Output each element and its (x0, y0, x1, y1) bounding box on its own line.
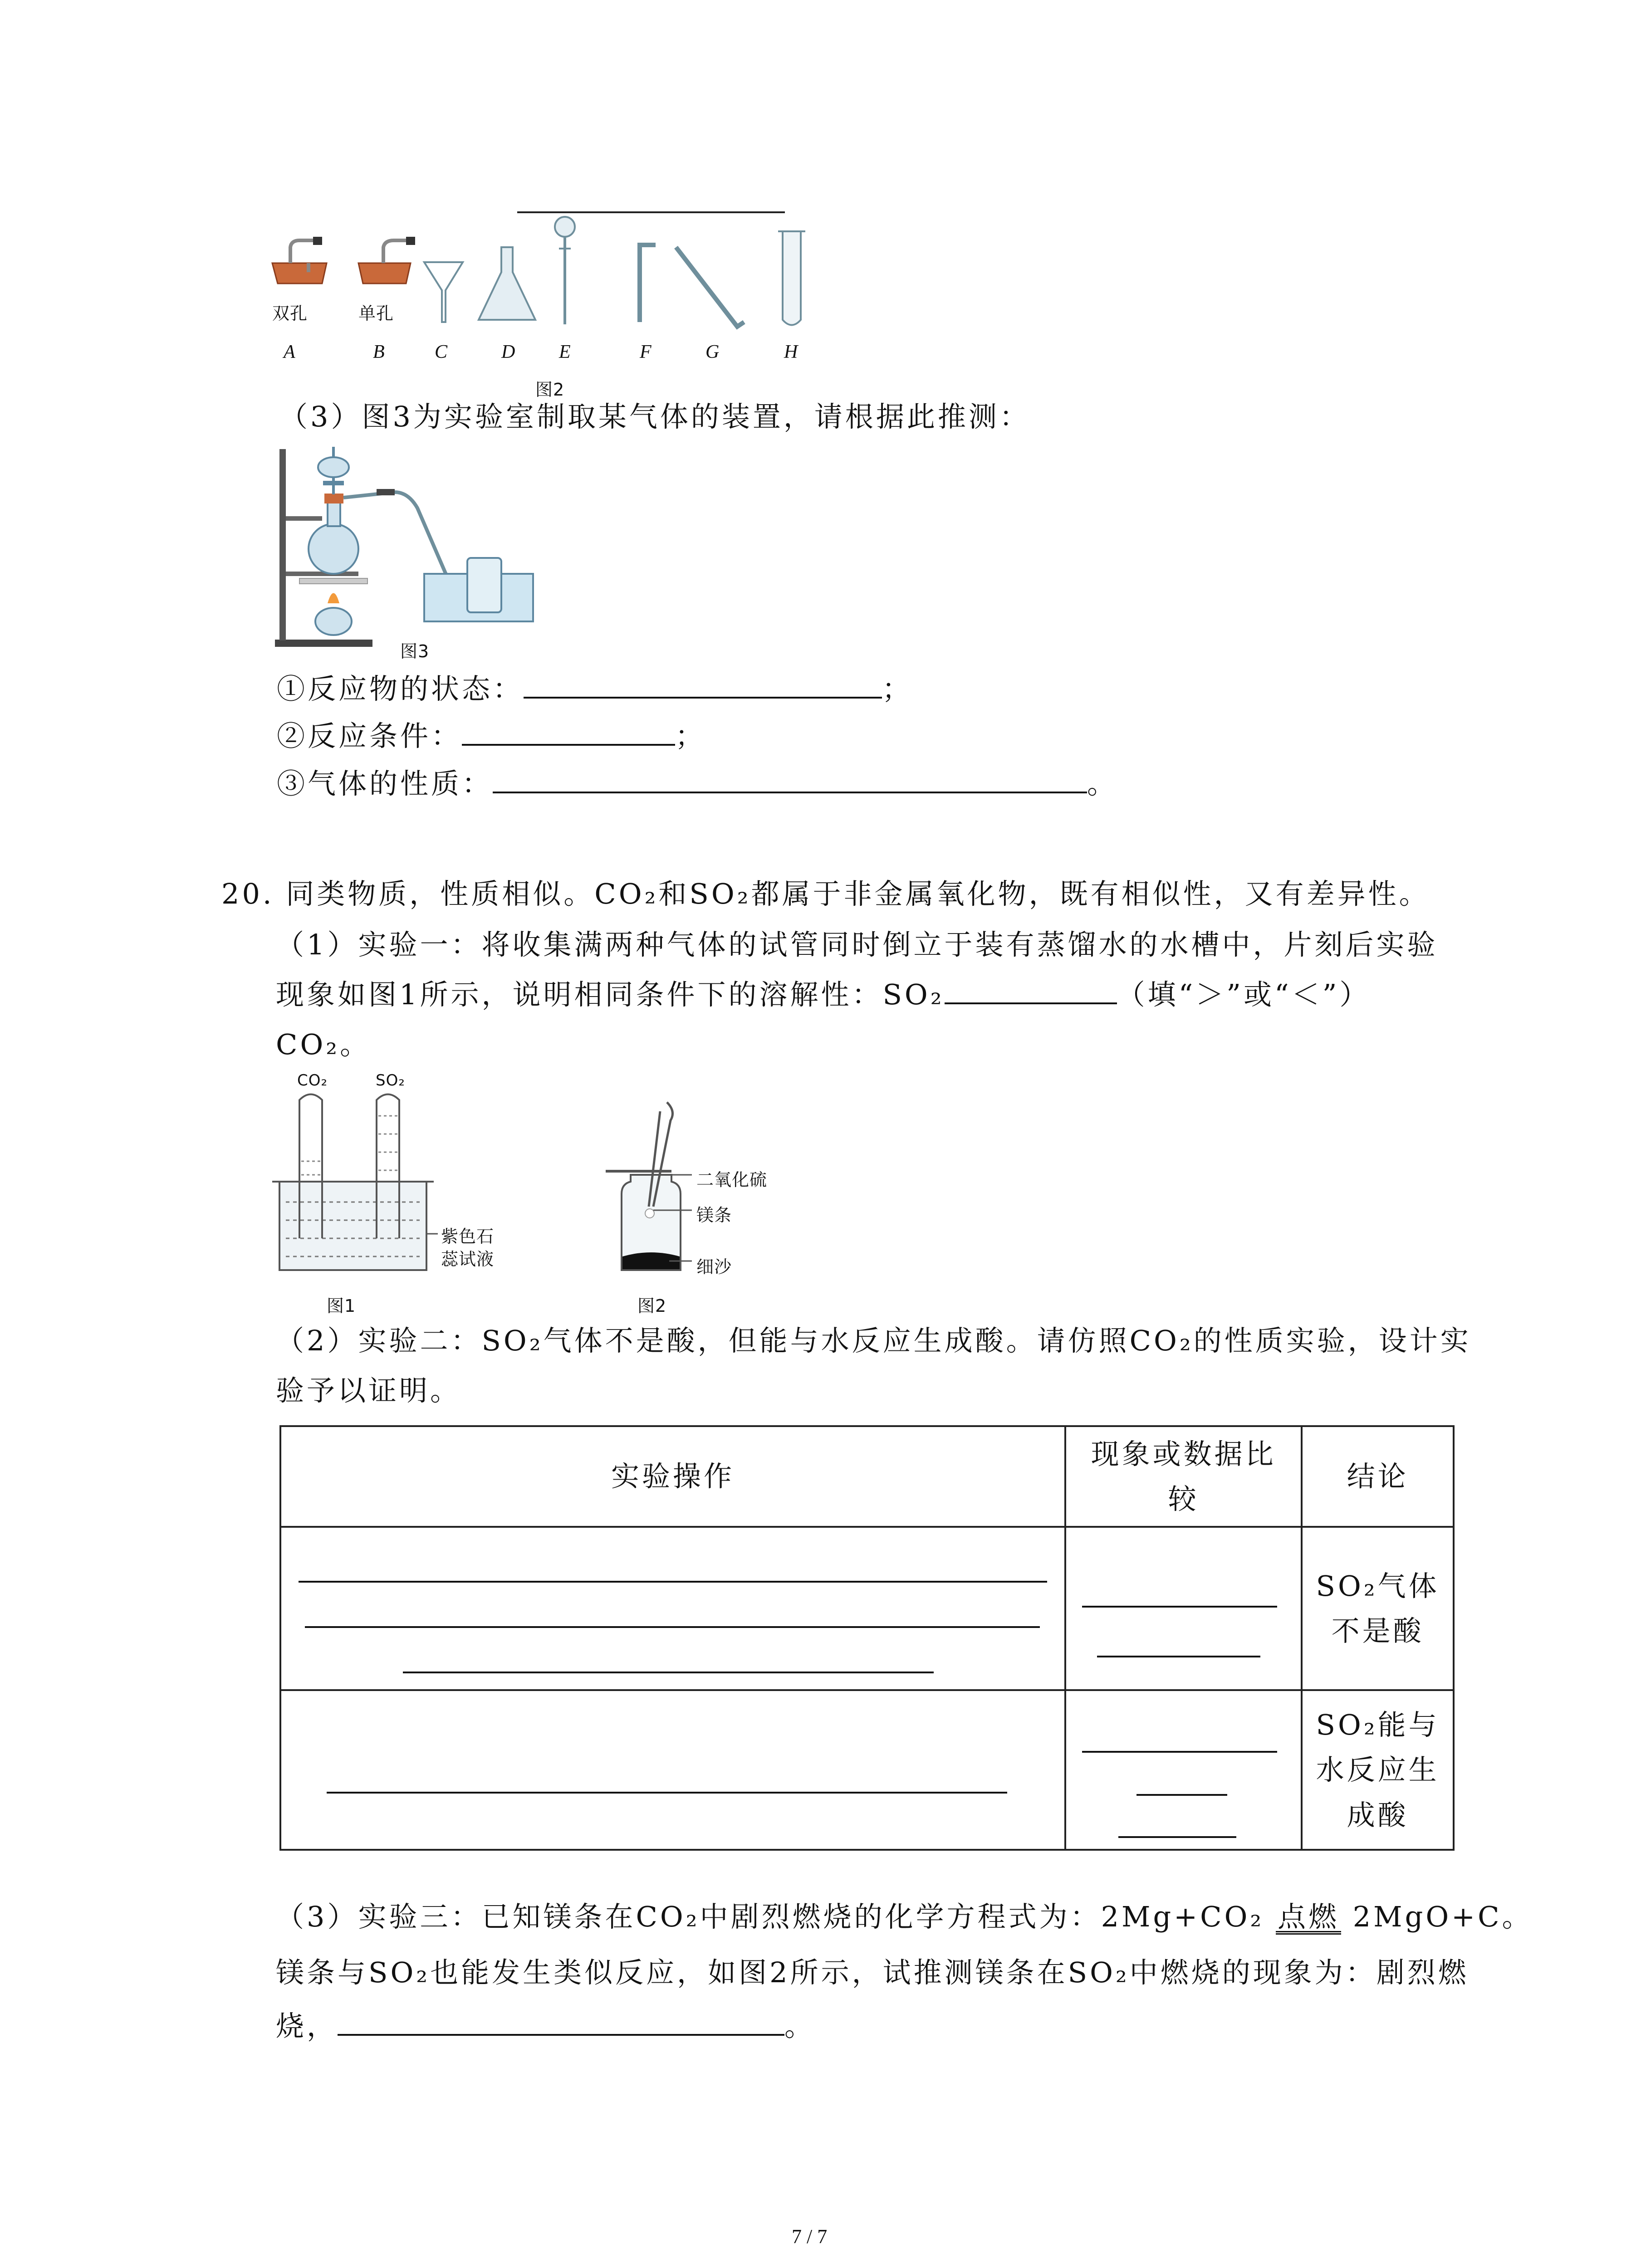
reaction-condition: 点燃 (1276, 1903, 1341, 1935)
row2-phenomenon-cell[interactable] (1065, 1690, 1302, 1850)
label-litmus-2: 蕊试液 (441, 1249, 495, 1269)
figure-caption-2: 图2 (637, 1296, 667, 1316)
letter-g: G (705, 342, 720, 362)
q3-item-3-end: 。 (1087, 767, 1118, 800)
q3-item-1-end: ； (882, 672, 913, 705)
exp1-line3: CO₂。 (276, 1028, 371, 1061)
q20-stem: 20. 同类物质，性质相似。CO₂和SO₂都属于非金属氧化物，既有相似性，又有差异性。 (221, 877, 1430, 910)
row1-operation-blank-3[interactable] (403, 1672, 934, 1673)
letter-h: H (784, 342, 798, 362)
row1-phenomenon-blank-2[interactable] (1097, 1656, 1260, 1657)
figure-caption-1: 图1 (327, 1296, 356, 1316)
label-so2-tube: SO₂ (376, 1071, 405, 1090)
exp3-line1-post: 2MgO+C。 (1352, 1900, 1533, 1933)
row2-operation-cell[interactable] (280, 1690, 1065, 1850)
header-conclusion: 结论 (1302, 1426, 1454, 1527)
exp1-line2-pre: 现象如图1所示，说明相同条件下的溶解性：SO₂ (276, 978, 945, 1011)
row1-phenomenon-blank-1[interactable] (1082, 1606, 1277, 1608)
figure-caption-2-top: 图2 (535, 380, 565, 400)
page-number: 7 / 7 (792, 2225, 828, 2248)
letter-c: C (435, 342, 448, 362)
figure-caption-3: 图3 (400, 641, 430, 661)
row1-phenomenon-cell[interactable] (1065, 1527, 1302, 1690)
q3-item-2-end: ； (675, 719, 706, 753)
q3-item-1-label: ①反应物的状态： (277, 672, 524, 705)
exp3-line3-text: 烧， (276, 2009, 338, 2043)
label-co2-tube: CO₂ (297, 1071, 328, 1090)
row2-phenomenon-blank-2[interactable] (1136, 1794, 1227, 1796)
label-single-hole: 单孔 (358, 303, 394, 323)
answer-blank-combustion-phenomenon[interactable] (338, 2034, 784, 2036)
exp3-line1 (276, 1900, 1533, 1935)
row1-operation-blank-1[interactable] (299, 1581, 1047, 1583)
exp2-line1: （2）实验二：SO₂气体不是酸，但能与水反应生成酸。请仿照CO₂的性质实验，设计实 (276, 1324, 1471, 1357)
letter-d: D (501, 342, 515, 362)
letter-e: E (559, 342, 571, 362)
row2-phenomenon-blank-1[interactable] (1082, 1751, 1277, 1753)
label-sulfur-dioxide: 二氧化硫 (696, 1170, 768, 1190)
letter-f: F (640, 342, 652, 362)
label-fine-sand: 细沙 (696, 1257, 732, 1277)
exp3-line1-pre: （3）实验三：已知镁条在CO₂中剧烈燃烧的化学方程式为：2Mg+CO₂ (276, 1900, 1264, 1933)
exp3-line3 (276, 2009, 816, 2043)
exp3-line2: 镁条与SO₂也能发生类似反应，如图2所示，试推测镁条在SO₂中燃烧的现象为：剧烈燃 (276, 1956, 1469, 1989)
exp1-line2-post: （填“＞”或“＜”） (1117, 978, 1371, 1011)
row1-operation-cell[interactable] (280, 1527, 1065, 1690)
header-phenomenon: 现象或数据比 较 (1065, 1426, 1302, 1527)
exp2-line2: 验予以证明。 (276, 1374, 461, 1407)
letter-b: B (373, 342, 385, 362)
row2-operation-blank[interactable] (327, 1792, 1007, 1794)
label-double-hole: 双孔 (272, 303, 308, 323)
header-operation: 实验操作 (280, 1426, 1065, 1527)
row2-phenomenon-blank-3[interactable] (1118, 1836, 1236, 1838)
q3-intro: （3）图3为实验室制取某气体的装置，请根据此推测： (279, 400, 1030, 433)
letter-a: A (284, 342, 295, 362)
q3-item-3-label: ③气体的性质： (277, 767, 493, 800)
row1-conclusion-cell: SO₂气体 不是酸 (1302, 1527, 1454, 1690)
q3-item-2-label: ②反应条件： (277, 719, 462, 753)
exp3-line3-end: 。 (784, 2009, 816, 2043)
exp1-line1: （1）实验一：将收集满两种气体的试管同时倒立于装有蒸馏水的水槽中，片刻后实验 (276, 928, 1438, 961)
experiment-design-table (279, 1425, 1455, 1851)
label-magnesium-ribbon: 镁条 (696, 1205, 732, 1225)
row1-operation-blank-2[interactable] (305, 1626, 1040, 1628)
label-litmus-1: 紫色石 (441, 1227, 495, 1246)
row2-conclusion-cell: SO₂能与 水反应生 成酸 (1302, 1690, 1454, 1850)
